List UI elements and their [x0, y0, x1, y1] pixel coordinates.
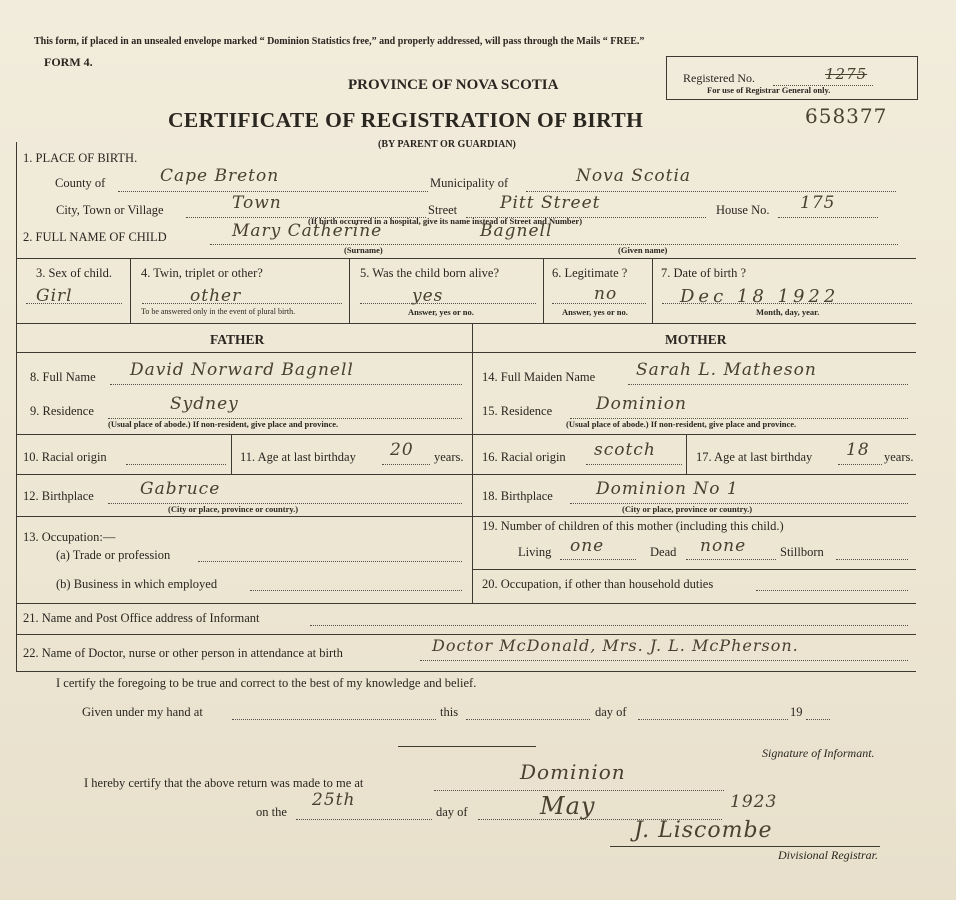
dead-label: Dead	[650, 545, 677, 559]
mother-birthplace-note: (City or place, province or country.)	[622, 504, 753, 514]
sex-label: 3. Sex of child.	[36, 266, 113, 280]
registered-note: For use of Registrar General only.	[707, 85, 831, 95]
year-prefix: 19	[790, 705, 803, 719]
twin-label: 4. Twin, triplet or other?	[141, 266, 263, 280]
stillborn-label: Stillborn	[780, 545, 824, 559]
county-value: Cape Breton	[160, 166, 280, 186]
doctor-value: Doctor McDonald, Mrs. J. L. McPherson.	[432, 636, 799, 655]
twin-note: To be answered only in the event of plural birth.	[141, 307, 296, 316]
on-the-label: on the	[256, 805, 287, 819]
father-name: David Norward Bagnell	[130, 360, 354, 380]
father-occupation-label: 13. Occupation:—	[23, 530, 116, 544]
living-value: one	[570, 536, 605, 556]
children-count-label: 19. Number of children of this mother (including this child.)	[482, 519, 784, 533]
mother-name: Sarah L. Matheson	[636, 360, 817, 380]
dob-note: Month, day, year.	[756, 307, 820, 317]
dob-label: 7. Date of birth ?	[661, 266, 747, 280]
year-value: 1923	[730, 792, 778, 812]
registered-box	[666, 56, 918, 100]
day-of-label: day of	[595, 705, 627, 719]
certify-statement: I certify the foregoing to be true and correct to the best of my knowledge and belief.	[56, 676, 477, 690]
father-residence-note: (Usual place of abode.) If non-resident, give place and province.	[108, 419, 339, 429]
mother-occupation-label: 20. Occupation, if other than household duties	[482, 577, 714, 591]
legit-label: 6. Legitimate ?	[552, 266, 628, 280]
father-birthplace: Gabruce	[140, 479, 221, 499]
province-heading: PROVINCE OF NOVA SCOTIA	[348, 77, 559, 93]
mother-racial: scotch	[594, 440, 656, 460]
hospital-note: (If birth occurred in a hospital, give its name instead of Street and Number)	[308, 216, 583, 226]
registered-value: 1275	[825, 65, 868, 83]
house-label: House No.	[716, 203, 770, 217]
county-label: County of	[55, 176, 106, 190]
trade-label: (a) Trade or profession	[56, 548, 171, 562]
sex-value: Girl	[36, 286, 73, 306]
living-label: Living	[518, 545, 552, 559]
alive-value: yes	[412, 286, 444, 306]
dob-value: Dec 18 1922	[680, 286, 840, 307]
mother-racial-label: 16. Racial origin	[482, 450, 566, 464]
alive-label: 5. Was the child born alive?	[360, 266, 500, 280]
day-number: 25th	[312, 790, 356, 810]
mother-heading: MOTHER	[665, 332, 727, 347]
business-label: (b) Business in which employed	[56, 577, 218, 591]
father-heading: FATHER	[210, 332, 265, 347]
city-label: City, Town or Village	[56, 203, 164, 217]
left-border	[16, 142, 17, 672]
made-at-value: Dominion	[520, 760, 626, 784]
registrar-label: Divisional Registrar.	[778, 848, 879, 862]
given-label: Given under my hand at	[82, 705, 203, 719]
mother-residence: Dominion	[596, 394, 687, 414]
given-name-hint: (Given name)	[618, 245, 668, 255]
legit-note: Answer, yes or no.	[562, 307, 628, 317]
alive-note: Answer, yes or no.	[408, 307, 474, 317]
informant-label: 21. Name and Post Office address of Informant	[23, 611, 260, 625]
mother-residence-label: 15. Residence	[482, 404, 553, 418]
mother-birthplace: Dominion No 1	[596, 479, 739, 499]
father-age-label: 11. Age at last birthday	[240, 450, 356, 464]
municipality-value: Nova Scotia	[576, 166, 692, 186]
street-value: Pitt Street	[500, 193, 601, 213]
registered-label: Registered No.	[683, 71, 755, 85]
twin-value: other	[190, 286, 242, 306]
father-birthplace-label: 12. Birthplace	[23, 489, 94, 503]
month-value: May	[540, 792, 596, 820]
street-label: Street	[428, 203, 458, 217]
doctor-label: 22. Name of Doctor, nurse or other person in attendance at birth	[23, 646, 343, 660]
child-name-label: 2. FULL NAME OF CHILD	[23, 230, 167, 244]
city-value: Town	[232, 193, 282, 213]
stamp-number: 658377	[805, 104, 888, 128]
this-label: this	[440, 705, 459, 719]
father-residence: Sydney	[170, 394, 239, 414]
page-subtitle: (BY PARENT OR GUARDIAN)	[378, 139, 516, 150]
mother-residence-note: (Usual place of abode.) If non-resident, give place and province.	[566, 419, 797, 429]
form-number: FORM 4.	[44, 55, 93, 69]
father-birthplace-note: (City or place, province or country.)	[168, 504, 299, 514]
child-given-name: Mary Catherine	[232, 221, 383, 241]
father-racial-label: 10. Racial origin	[23, 450, 107, 464]
day-of2-label: day of	[436, 805, 468, 819]
municipality-label: Municipality of	[430, 176, 509, 190]
mother-age-label: 17. Age at last birthday	[696, 450, 813, 464]
father-name-label: 8. Full Name	[30, 370, 96, 384]
mother-birthplace-label: 18. Birthplace	[482, 489, 553, 503]
registrar-statement: I hereby certify that the above return was made to me at	[84, 776, 364, 790]
house-value: 175	[800, 193, 836, 213]
column-divider	[472, 323, 473, 603]
mother-age: 18	[846, 440, 870, 460]
mother-name-label: 14. Full Maiden Name	[482, 370, 596, 384]
place-section-label: 1. PLACE OF BIRTH.	[23, 151, 138, 165]
informant-signature-label: Signature of Informant.	[762, 746, 875, 760]
legit-value: no	[594, 284, 618, 304]
registrar-signature: J. Liscombe	[634, 818, 773, 843]
child-surname: Bagnell	[480, 221, 553, 241]
father-residence-label: 9. Residence	[30, 404, 94, 418]
page-title: CERTIFICATE OF REGISTRATION OF BIRTH	[168, 108, 644, 132]
mother-years: years.	[884, 450, 914, 464]
father-age: 20	[390, 440, 414, 460]
surname-hint: (Surname)	[344, 245, 383, 255]
dead-value: none	[700, 536, 747, 556]
father-years: years.	[434, 450, 464, 464]
mail-notice: This form, if placed in an unsealed envelope marked “ Dominion Statistics free,” and properly addressed, will pass through the Mails “ FREE.”	[34, 36, 645, 47]
